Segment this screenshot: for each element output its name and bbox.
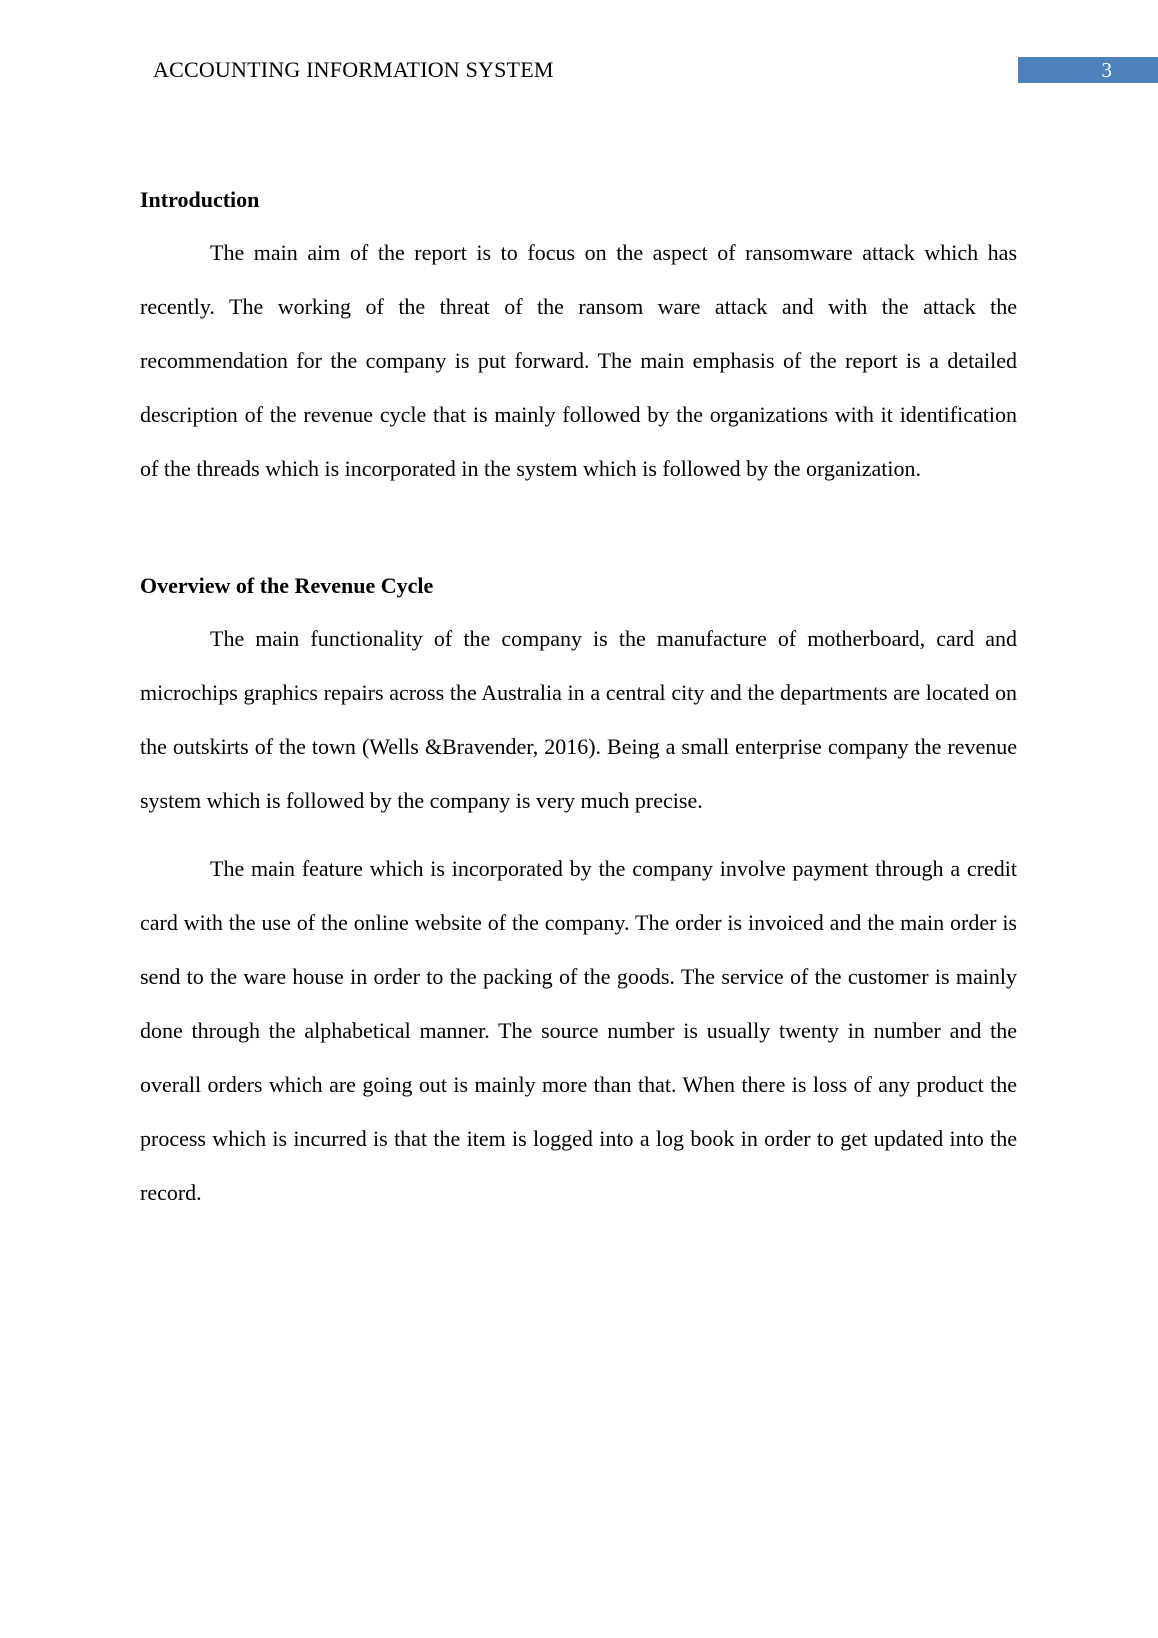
section-overview-revenue-cycle [140,572,1017,1220]
page-number-box [1018,57,1158,83]
section-heading: Overview of the Revenue Cycle [140,573,434,598]
paragraph: The main functionality of the company is the manufacture of motherboard, card and microchips graphics repairs across the Australia in a central city and the departments are located on the outskirts of the town (Wells &Bravender, 2016). Being a small enterprise company the revenue system which is followed by the company is very much precise. [140,626,1017,813]
document-body [140,186,1017,1220]
section-heading: Introduction [140,187,260,212]
page-header [0,0,1158,100]
paragraph: The main aim of the report is to focus on the aspect of ransomware attack which has recently. The working of the threat of the ransom ware attack and with the attack the recommendation for the company is put forward. The main emphasis of the report is a detailed description of the revenue cycle that is mainly followed by the organizations with it identification of the threads which is incorporated in the system which is followed by the organization. [140,240,1017,481]
paragraph: The main feature which is incorporated by the company involve payment through a credit card with the use of the online website of the company. The order is invoiced and the main order is send to the ware house in order to the packing of the goods. The service of the customer is mainly done through the alphabetical manner. The source number is usually twenty in number and the overall orders which are going out is mainly more than that. When there is loss of any product the process which is incurred is that the item is logged into a log book in order to get updated into the record. [140,856,1017,1205]
running-head: ACCOUNTING INFORMATION SYSTEM [153,57,554,82]
page-number: 3 [1101,58,1112,82]
section-introduction [140,186,1017,496]
